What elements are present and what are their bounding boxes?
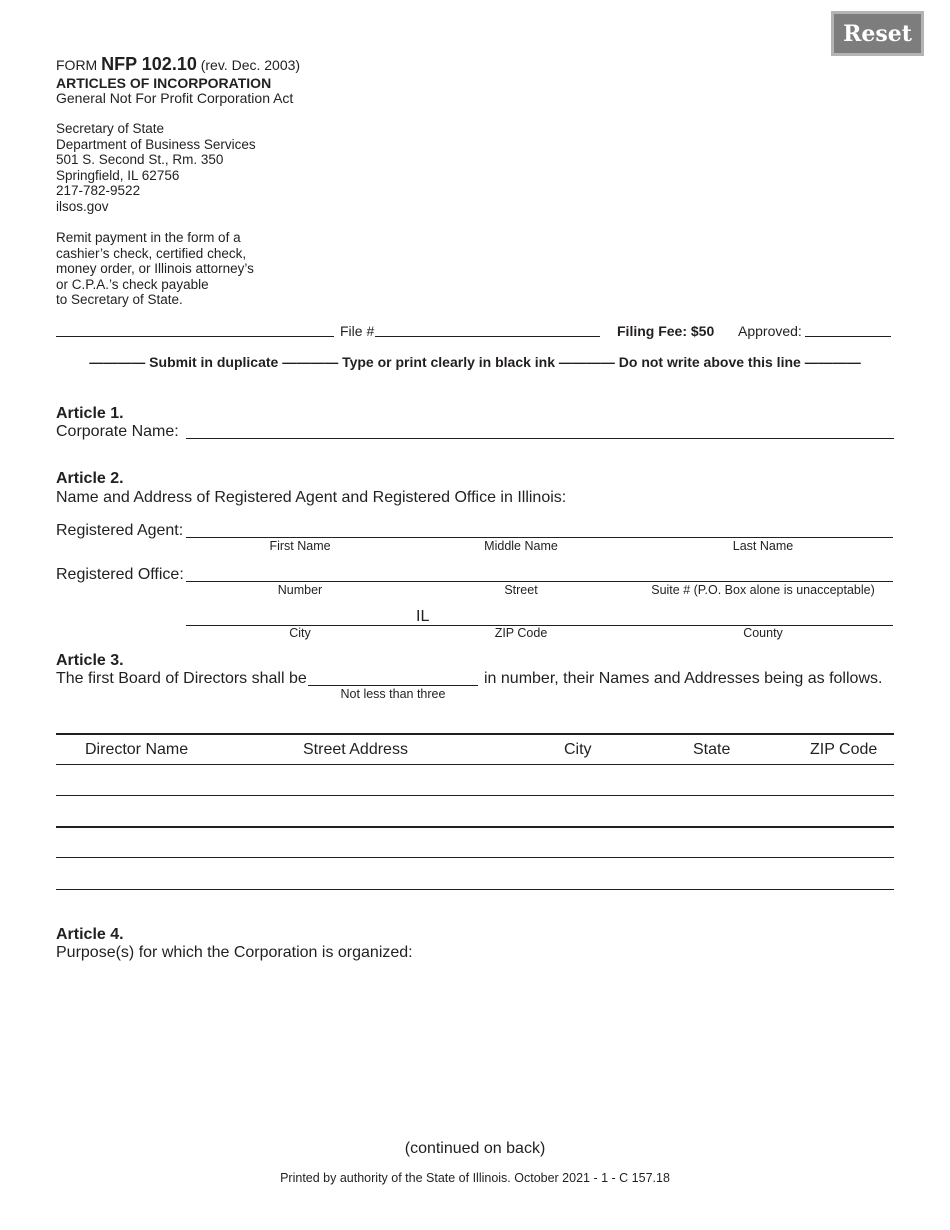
column-city: City bbox=[564, 741, 592, 758]
remit-line: or C.P.A.’s check payable bbox=[56, 276, 209, 292]
caption-zip: ZIP Code bbox=[494, 626, 548, 640]
caption-not-less-than-three: Not less than three bbox=[340, 687, 446, 701]
caption-middle-name: Middle Name bbox=[484, 539, 558, 553]
corporate-name-line bbox=[186, 438, 894, 439]
column-director-name: Director Name bbox=[85, 741, 189, 758]
office-address bbox=[56, 121, 256, 214]
form-act: General Not For Profit Corporation Act bbox=[56, 90, 294, 106]
office-line: 217-782-9522 bbox=[56, 183, 141, 198]
remit-line: to Secretary of State. bbox=[56, 292, 183, 307]
agent-line bbox=[186, 537, 893, 538]
office-line bbox=[186, 581, 893, 582]
caption-city: City bbox=[289, 626, 311, 640]
approved-label: Approved: bbox=[738, 323, 802, 339]
office-line: ilsos.gov bbox=[56, 198, 109, 214]
caption-suite: Suite # (P.O. Box alone is unacceptable) bbox=[651, 583, 875, 597]
board-count-line bbox=[308, 685, 478, 686]
form-revision: (rev. Dec. 2003) bbox=[200, 57, 301, 73]
reset-button[interactable]: Reset bbox=[831, 11, 924, 56]
caption-first-name: First Name bbox=[269, 539, 331, 553]
registered-agent-label: Registered Agent: bbox=[56, 522, 184, 539]
table-top-rule bbox=[56, 733, 894, 735]
approved-line bbox=[805, 336, 891, 337]
caption-number: Number bbox=[277, 583, 323, 597]
table-row-rule bbox=[56, 826, 894, 828]
file-number-line bbox=[375, 336, 600, 337]
state-value: IL bbox=[416, 608, 430, 625]
board-text-after: in number, their Names and Addresses being as follows. bbox=[484, 670, 883, 687]
instructions: ———— Submit in duplicate ———— Type or print clearly in black ink ———— Do not write above this line ———— bbox=[89, 354, 861, 370]
form-id bbox=[56, 54, 300, 75]
office-line: 501 S. Second St., Rm. 350 bbox=[56, 152, 224, 167]
article1-heading: Article 1. bbox=[56, 405, 124, 422]
purpose-textarea[interactable] bbox=[56, 966, 898, 1130]
caption-last-name: Last Name bbox=[732, 539, 794, 553]
office-line: Springfield, IL 62756 bbox=[56, 167, 180, 183]
form-prefix: FORM bbox=[56, 57, 98, 73]
filing-fee: Filing Fee: $50 bbox=[617, 323, 715, 339]
form-title: ARTICLES OF INCORPORATION bbox=[56, 75, 272, 91]
column-street-address: Street Address bbox=[303, 741, 408, 758]
office-line: Department of Business Services bbox=[56, 136, 256, 152]
table-row-rule bbox=[56, 889, 894, 890]
caption-county: County bbox=[743, 626, 783, 640]
article3-heading: Article 3. bbox=[56, 652, 124, 669]
file-label: File # bbox=[340, 323, 375, 339]
remit-line: Remit payment in the form of a bbox=[56, 230, 241, 245]
table-row-rule bbox=[56, 795, 894, 796]
director-row-4-input[interactable] bbox=[56, 868, 898, 888]
column-zip-code: ZIP Code bbox=[810, 741, 878, 758]
article2-description: Name and Address of Registered Agent and Registered Office in Illinois: bbox=[56, 489, 567, 506]
director-row-1-input[interactable] bbox=[56, 775, 898, 795]
column-state: State bbox=[693, 741, 731, 758]
remit-instructions bbox=[56, 230, 254, 308]
board-text-before: The first Board of Directors shall be bbox=[56, 670, 307, 687]
director-row-3-input[interactable] bbox=[56, 837, 898, 857]
article4-heading: Article 4. bbox=[56, 926, 124, 943]
form-number: NFP 102.10 bbox=[101, 54, 197, 74]
remit-line: money order, or Illinois attorney’s bbox=[56, 261, 254, 276]
office-line: Secretary of State bbox=[56, 121, 165, 136]
caption-street: Street bbox=[504, 583, 538, 597]
corporate-name-label: Corporate Name: bbox=[56, 423, 179, 440]
director-row-2-input[interactable] bbox=[56, 806, 898, 826]
registered-office-label: Registered Office: bbox=[56, 566, 184, 583]
table-row-rule bbox=[56, 857, 894, 858]
office-use-line bbox=[56, 336, 334, 337]
remit-line: cashier’s check, certified check, bbox=[56, 245, 247, 261]
continued-on-back: (continued on back) bbox=[404, 1140, 546, 1157]
printed-authority: Printed by authority of the State of Illinois. October 2021 - 1 - C 157.18 bbox=[280, 1171, 670, 1185]
article4-description: Purpose(s) for which the Corporation is organized: bbox=[56, 944, 413, 961]
article2-heading: Article 2. bbox=[56, 470, 124, 487]
table-header-rule bbox=[56, 764, 894, 765]
